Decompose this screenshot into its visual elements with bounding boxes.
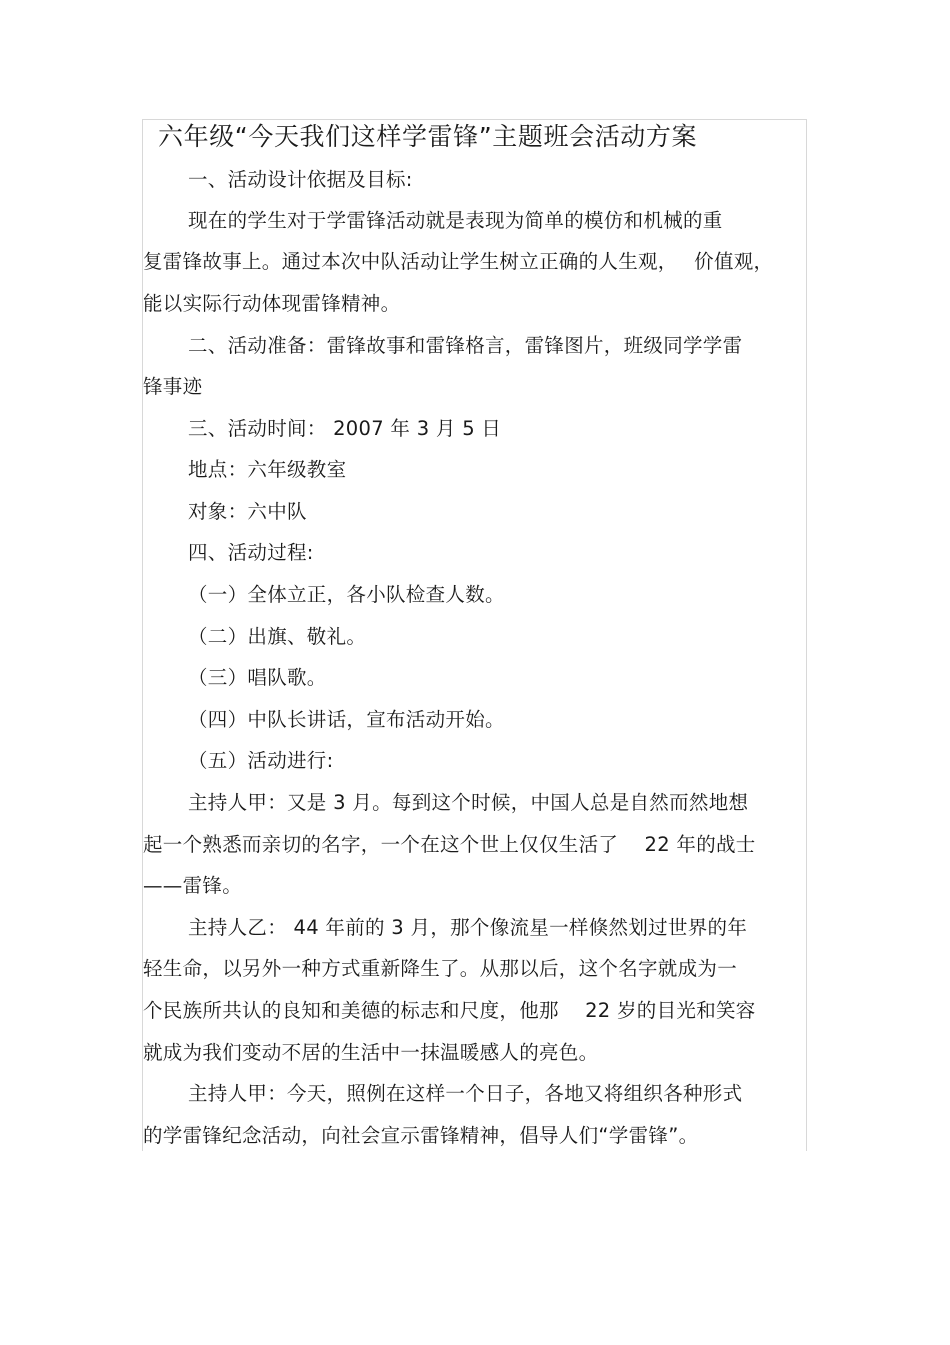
paragraph-line: 起一个熟悉而亲切的名字，一个在这个世上仅仅生活了 22 年的战士 xyxy=(143,833,756,856)
list-item: （二）出旗、敬礼。 xyxy=(188,625,367,648)
paragraph-line: 锋事迹 xyxy=(143,375,203,398)
paragraph-line: 就成为我们变动不居的生活中一抹温暖感人的亮色。 xyxy=(143,1041,599,1064)
paragraph-line: ——雷锋。 xyxy=(143,874,242,897)
list-item: （四）中队长讲话，宣布活动开始。 xyxy=(188,708,505,731)
paragraph-line: 地点：六年级教室 xyxy=(188,458,347,481)
paragraph-line: 个民族所共认的良知和美德的标志和尺度，他那 22 岁的目光和笑容 xyxy=(143,999,756,1022)
list-item: （三）唱队歌。 xyxy=(188,666,327,689)
section-heading: 二、活动准备：雷锋故事和雷锋格言，雷锋图片，班级同学学雷 xyxy=(188,334,743,357)
paragraph-line: 对象：六中队 xyxy=(188,500,307,523)
section-heading: 三、活动时间： 2007 年 3 月 5 日 xyxy=(188,417,502,440)
paragraph-line: 复雷锋故事上。通过本次中队活动让学生树立正确的人生观， 价值观， xyxy=(143,250,774,273)
section-heading: 四、活动过程: xyxy=(188,541,314,564)
list-item: （五）活动进行: xyxy=(188,749,334,772)
paragraph-line: 能以实际行动体现雷锋精神。 xyxy=(143,292,401,315)
section-heading: 一、活动设计依据及目标: xyxy=(188,168,413,191)
paragraph-line: 的学雷锋纪念活动，向社会宣示雷锋精神，倡导人们“学雷锋”。 xyxy=(143,1124,699,1147)
paragraph-line: 主持人甲：今天，照例在这样一个日子，各地又将组织各种形式 xyxy=(188,1082,743,1105)
document-title: 六年级“今天我们这样学雷锋”主题班会活动方案 xyxy=(158,122,698,151)
paragraph-line: 主持人甲：又是 3 月。每到这个时候，中国人总是自然而然地想 xyxy=(188,791,749,814)
paragraph-line: 轻生命，以另外一种方式重新降生了。从那以后，这个名字就成为一 xyxy=(143,957,738,980)
paragraph-line: 现在的学生对于学雷锋活动就是表现为简单的模仿和机械的重 xyxy=(188,209,723,232)
paragraph-line: 主持人乙： 44 年前的 3 月，那个像流星一样倏然划过世界的年 xyxy=(188,916,748,939)
list-item: （一）全体立正，各小队检查人数。 xyxy=(188,583,505,606)
